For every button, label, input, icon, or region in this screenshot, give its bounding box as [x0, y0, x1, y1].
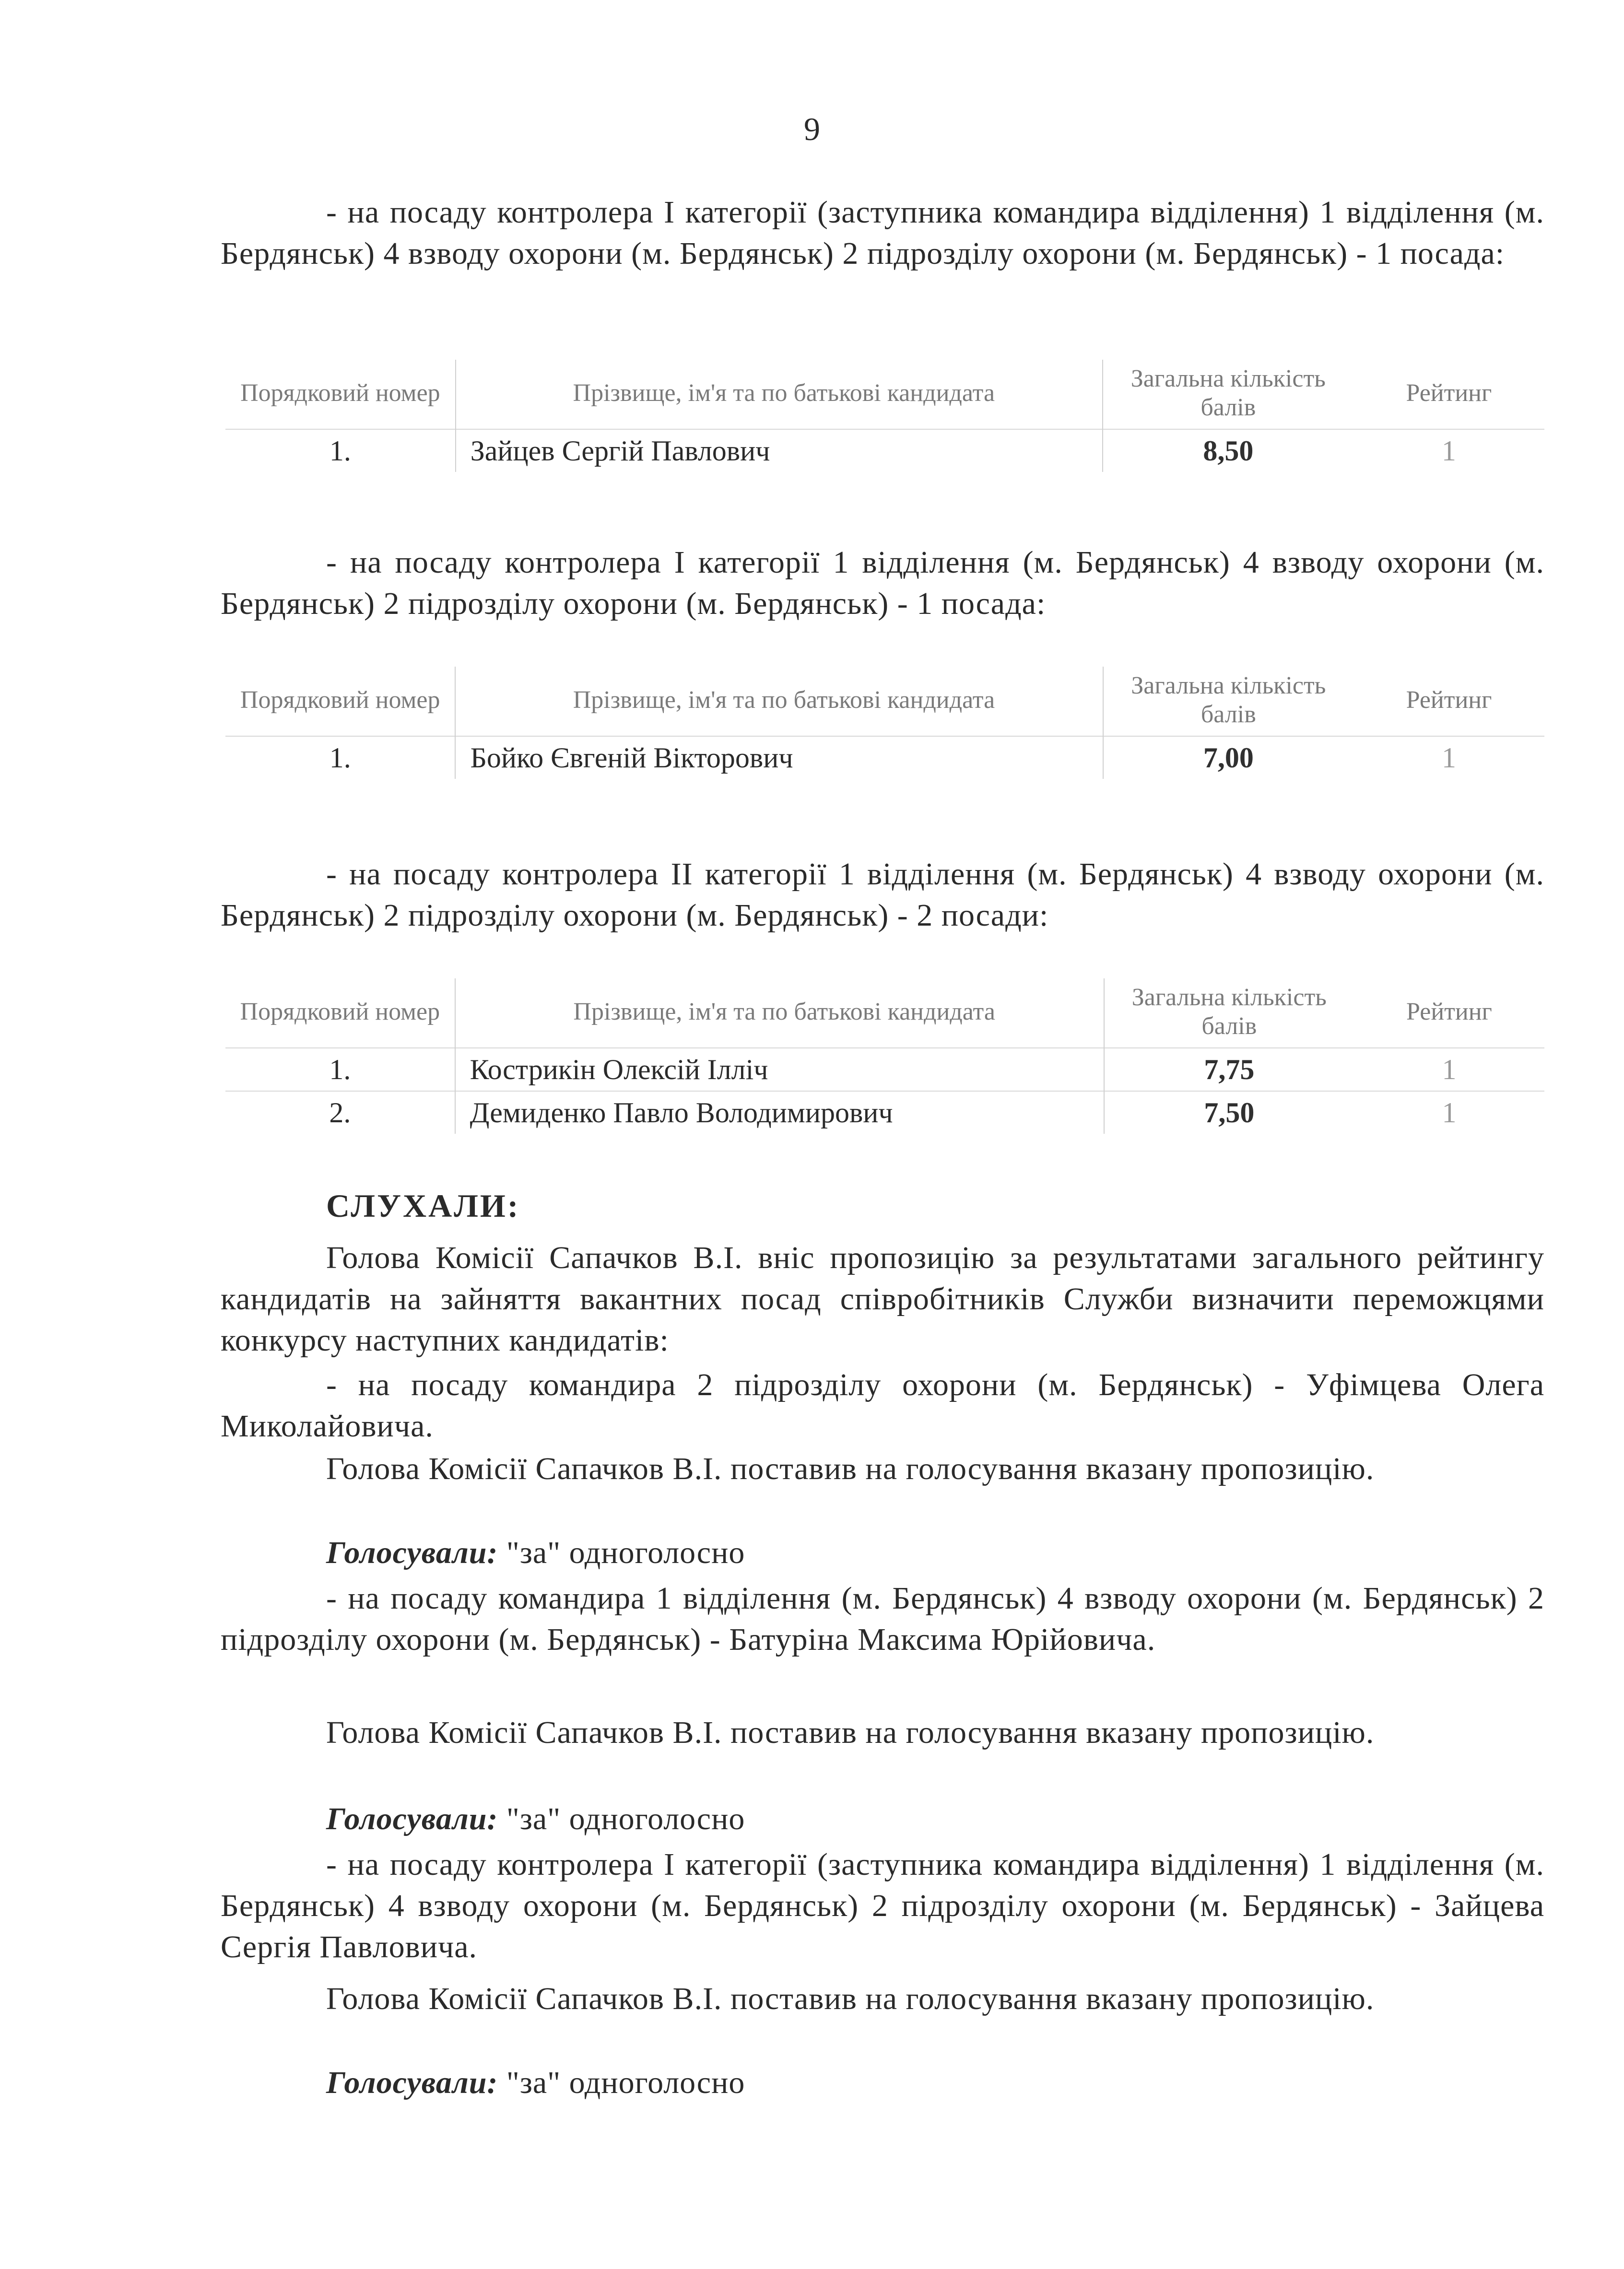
- header-name: Прізвище, ім'я та по батькові кандидата: [456, 360, 1103, 429]
- row-rank: 1: [1354, 1048, 1544, 1091]
- put-to-vote-1: Голова Комісії Сапачков В.І. поставив на голосування вказану пропозицію.: [326, 1451, 1375, 1486]
- winner-statement-2: - на посаду командира 1 відділення (м. Бердянськ) 4 взводу охорони (м. Бердянськ) 2 підрозділу охорони (м. Бердянськ) - Батуріна Максима Юрійовича.: [221, 1581, 1544, 1657]
- vote-result-1: [221, 1532, 1544, 1574]
- table-header-row: [225, 978, 1544, 1048]
- position-description-1: - на посаду контролера І категорії (заступника командира відділення) 1 відділення (м. Бердянськ) 4 взводу охорони (м. Бердянськ) 2 підрозділу охорони (м. Бердянськ) - 1 посада:: [221, 195, 1544, 271]
- vote-label: Голосували:: [326, 1535, 498, 1570]
- header-name: Прізвище, ім'я та по батькові кандидата: [455, 667, 1103, 736]
- row-score: 8,50: [1103, 429, 1353, 472]
- vote-label: Голосували:: [326, 2065, 498, 2100]
- candidates-table-3: [225, 978, 1544, 1134]
- vote-result-3: [221, 2062, 1544, 2104]
- header-num: Порядковий номер: [240, 379, 440, 407]
- row-num: 2.: [225, 1091, 455, 1134]
- position-description-3: - на посаду контролера ІІ категорії 1 відділення (м. Бердянськ) 4 взводу охорони (м. Бердянськ) 2 підрозділу охорони (м. Бердянськ) - 2 посади:: [221, 857, 1544, 933]
- table-header-row: [225, 667, 1544, 736]
- vote-result: "за" одноголосно: [506, 2065, 745, 2100]
- vote-result: "за" одноголосно: [506, 1535, 745, 1570]
- winner-statement-1: - на посаду командира 2 підрозділу охорони (м. Бердянськ) - Уфімцева Олега Миколайовича.: [221, 1367, 1544, 1444]
- row-score: 7,00: [1103, 736, 1354, 779]
- table-row: [225, 736, 1544, 779]
- page-number: 9: [804, 111, 820, 147]
- proposal-intro: Голова Комісії Сапачков В.І. вніс пропозицію за результатами загального рейтингу кандидатів на зайняття вакантних посад співробітників Служби визначити переможцями конкурсу наступних кандидатів:: [221, 1240, 1544, 1358]
- header-num: Порядковий номер: [240, 998, 440, 1025]
- header-score: Загальна кількість балів: [1104, 978, 1354, 1048]
- header-rank: Рейтинг: [1406, 686, 1492, 714]
- vote-result: "за" одноголосно: [506, 1801, 745, 1836]
- row-rank: 1: [1354, 1091, 1544, 1134]
- row-score: 7,75: [1104, 1048, 1354, 1091]
- put-to-vote-3: Голова Комісії Сапачков В.І. поставив на голосування вказану пропозицію.: [326, 1981, 1375, 2016]
- header-num: Порядковий номер: [240, 686, 440, 714]
- header-rank: Рейтинг: [1406, 998, 1492, 1025]
- position-description-2: - на посаду контролера І категорії 1 відділення (м. Бердянськ) 4 взводу охорони (м. Бердянськ) 2 підрозділу охорони (м. Бердянськ) - 1 посада:: [221, 545, 1544, 621]
- candidates-table-2: [225, 667, 1544, 779]
- row-num: 1.: [225, 736, 455, 779]
- header-score: Загальна кількість балів: [1103, 667, 1354, 736]
- vote-label: Голосували:: [326, 1801, 498, 1836]
- row-name: Демиденко Павло Володимирович: [455, 1091, 1104, 1134]
- header-score: Загальна кількість балів: [1103, 360, 1353, 429]
- header-rank: Рейтинг: [1406, 379, 1492, 407]
- table-header-row: [225, 360, 1544, 429]
- row-name: Кострикін Олексій Ілліч: [455, 1048, 1104, 1091]
- row-score: 7,50: [1104, 1091, 1354, 1134]
- candidates-table-1: [225, 360, 1544, 472]
- heard-heading: СЛУХАЛИ:: [326, 1187, 520, 1224]
- table-row: [225, 1091, 1544, 1134]
- put-to-vote-2: Голова Комісії Сапачков В.І. поставив на голосування вказану пропозицію.: [326, 1715, 1375, 1750]
- row-num: 1.: [225, 1048, 455, 1091]
- winner-statement-3: - на посаду контролера І категорії (заступника командира відділення) 1 відділення (м. Бердянськ) 4 взводу охорони (м. Бердянськ) 2 підрозділу охорони (м. Бердянськ) - Зайцева Сергія Павловича.: [221, 1847, 1544, 1964]
- row-name: Зайцев Сергій Павлович: [456, 429, 1103, 472]
- row-rank: 1: [1353, 429, 1544, 472]
- row-name: Бойко Євгеній Вікторович: [455, 736, 1103, 779]
- header-name: Прізвище, ім'я та по батькові кандидата: [455, 978, 1104, 1048]
- table-row: [225, 1048, 1544, 1091]
- vote-result-2: [221, 1799, 1544, 1840]
- table-row: [225, 429, 1544, 472]
- row-rank: 1: [1353, 736, 1544, 779]
- row-num: 1.: [225, 429, 456, 472]
